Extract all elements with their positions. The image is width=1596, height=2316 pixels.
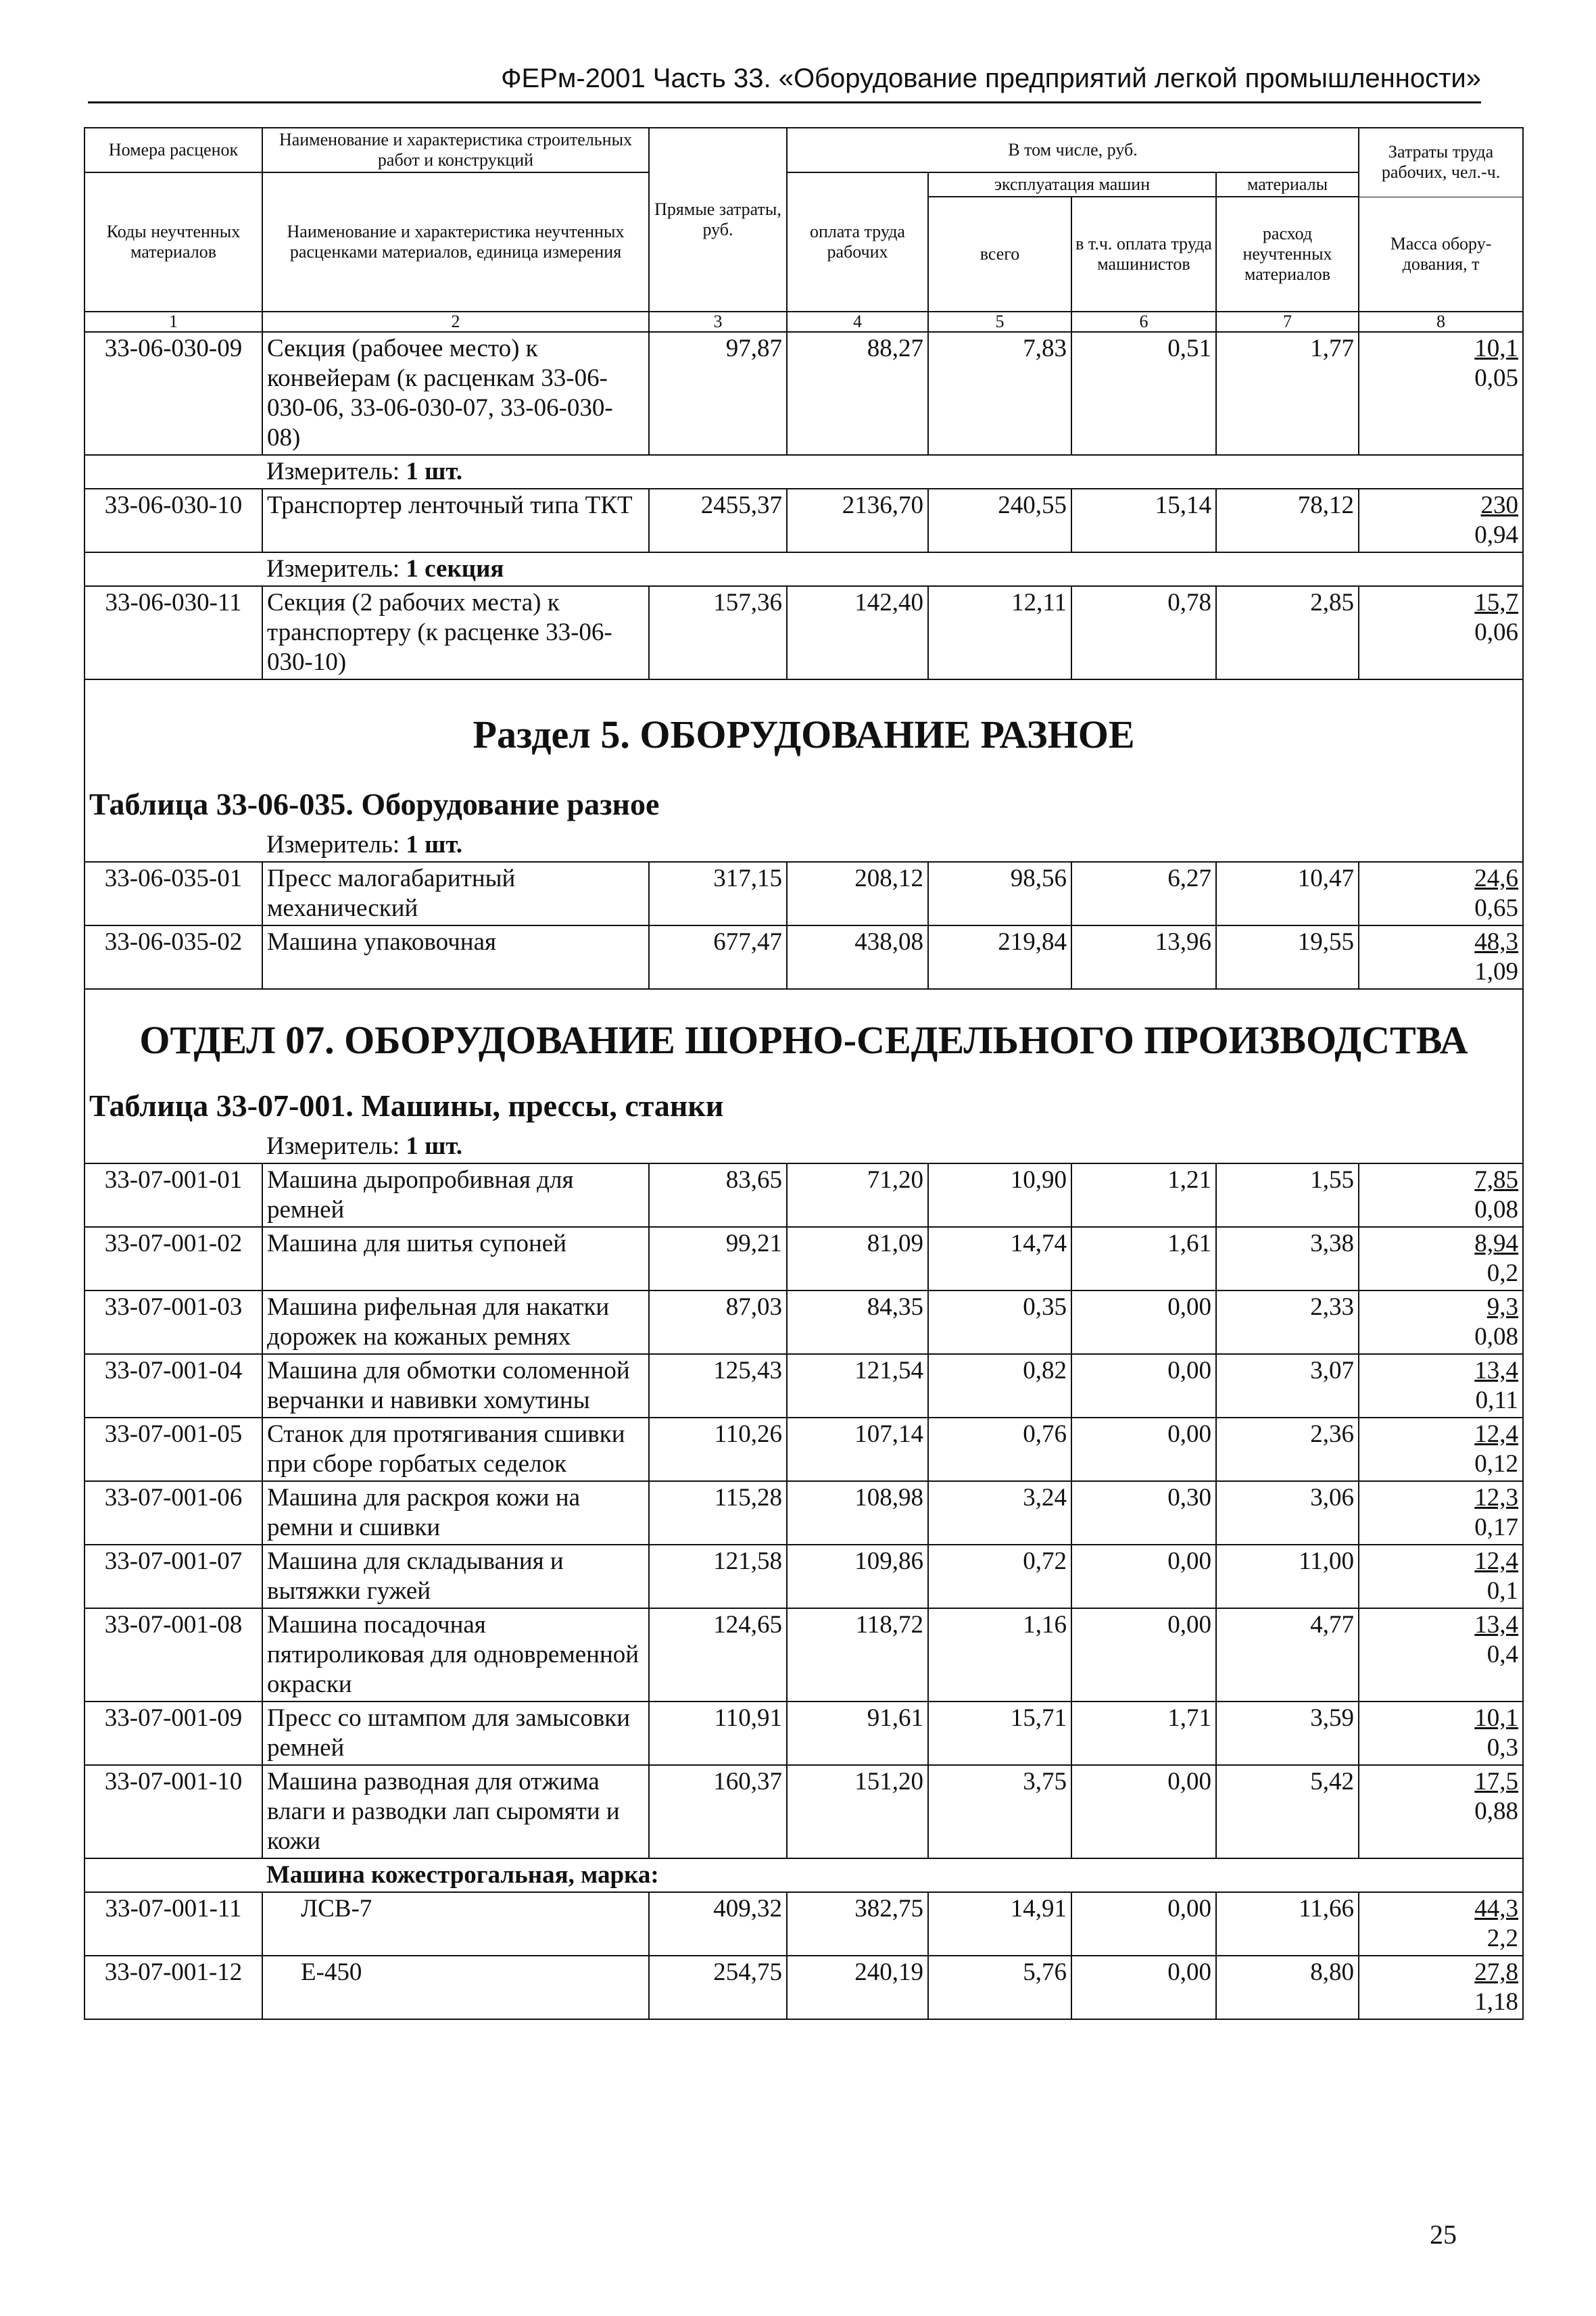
rate-code: 33-06-030-11	[84, 586, 262, 679]
labor-hours: 13,4	[1474, 1611, 1519, 1639]
section-row	[84, 679, 1523, 829]
labor-pay: 240,19	[787, 1956, 928, 2019]
col-vsego: всего	[928, 197, 1071, 312]
machinist-pay: 0,00	[1071, 1892, 1216, 1956]
work-name: Машина для шитья супоней	[262, 1227, 649, 1290]
measure-row	[84, 1130, 1523, 1163]
machinist-pay: 13,96	[1071, 925, 1216, 989]
materials-cost: 3,07	[1216, 1354, 1359, 1418]
machine-total: 0,72	[928, 1545, 1071, 1608]
equipment-mass: 0,11	[1475, 1386, 1519, 1414]
table-row	[84, 1892, 1523, 1956]
materials-cost: 5,42	[1216, 1765, 1359, 1858]
measure-label: Измеритель:	[266, 831, 406, 859]
labor-hours: 48,3	[1474, 928, 1519, 956]
measure-unit: 1 секция	[406, 555, 504, 583]
work-name: Машина для раскроя кожи на ремни и сшивки	[262, 1481, 649, 1545]
work-name: Пресс со штампом для замысовки ремней	[262, 1702, 649, 1765]
department-row	[84, 989, 1523, 1130]
col-num-5: 5	[928, 312, 1071, 332]
rate-code: 33-07-001-09	[84, 1702, 262, 1765]
col-massa: Масса обору-дования, т	[1359, 197, 1523, 312]
labor-pay: 438,08	[787, 925, 928, 989]
labor-pay: 108,98	[787, 1481, 928, 1545]
labor-hours: 13,4	[1474, 1357, 1519, 1384]
work-name: Транспортер ленточный типа ТКТ	[262, 489, 649, 552]
equipment-mass: 1,09	[1474, 958, 1519, 986]
labor-pay: 107,14	[787, 1418, 928, 1481]
rate-code: 33-07-001-11	[84, 1892, 262, 1956]
rate-code: 33-06-030-09	[84, 332, 262, 455]
materials-cost: 19,55	[1216, 925, 1359, 989]
equipment-mass: 0,4	[1486, 1641, 1519, 1668]
materials-cost: 1,77	[1216, 332, 1359, 455]
materials-cost: 8,80	[1216, 1956, 1359, 2019]
materials-cost: 3,38	[1216, 1227, 1359, 1290]
table-row	[84, 1227, 1523, 1290]
rate-code: 33-06-035-01	[84, 862, 262, 925]
labor-hours: 27,8	[1474, 1958, 1519, 1986]
direct-costs: 317,15	[649, 862, 787, 925]
labor-hours: 9,3	[1486, 1293, 1519, 1321]
col-num-6: 6	[1071, 312, 1216, 332]
machine-total: 219,84	[928, 925, 1071, 989]
work-name: Машина посадочная пятироликовая для одновременной окраски	[262, 1608, 649, 1702]
equipment-mass: 0,08	[1474, 1323, 1519, 1351]
machine-total: 14,91	[928, 1892, 1071, 1956]
col-num-1: 1	[84, 312, 262, 332]
rate-code: 33-07-001-05	[84, 1418, 262, 1481]
table-row	[84, 925, 1523, 989]
labor-and-mass	[1359, 1956, 1523, 2019]
subheading-label: Машина кожестрогальная, марка:	[266, 1861, 659, 1889]
table-title: Таблица 33-07-001. Машины, прессы, станки	[89, 1088, 724, 1123]
equipment-mass: 2,2	[1486, 1925, 1519, 1952]
machinist-pay: 0,00	[1071, 1290, 1216, 1354]
table-row	[84, 489, 1523, 552]
labor-and-mass	[1359, 862, 1523, 925]
labor-and-mass	[1359, 1481, 1523, 1545]
machinist-pay: 0,30	[1071, 1481, 1216, 1545]
machinist-pay: 0,00	[1071, 1608, 1216, 1702]
table-body	[84, 332, 1523, 2019]
col-num-7: 7	[1216, 312, 1359, 332]
materials-cost: 2,36	[1216, 1418, 1359, 1481]
labor-hours: 8,94	[1474, 1230, 1519, 1257]
col-ekspluataciya: эксплуатация машин	[928, 172, 1216, 197]
direct-costs: 157,36	[649, 586, 787, 679]
direct-costs: 254,75	[649, 1956, 787, 2019]
materials-cost: 11,66	[1216, 1892, 1359, 1956]
labor-pay: 91,61	[787, 1702, 928, 1765]
machinist-pay: 0,51	[1071, 332, 1216, 455]
measure-row	[84, 455, 1523, 489]
table-row	[84, 1418, 1523, 1481]
col-pryamye: Прямые затраты, руб.	[649, 128, 787, 312]
equipment-mass: 1,18	[1474, 1988, 1519, 2016]
direct-costs: 121,58	[649, 1545, 787, 1608]
labor-hours: 230	[1480, 491, 1519, 519]
equipment-mass: 0,05	[1474, 364, 1519, 392]
direct-costs: 124,65	[649, 1608, 787, 1702]
materials-cost: 3,59	[1216, 1702, 1359, 1765]
labor-pay: 81,09	[787, 1227, 928, 1290]
machinist-pay: 0,00	[1071, 1765, 1216, 1858]
equipment-mass: 0,2	[1486, 1259, 1519, 1287]
measure-row	[84, 552, 1523, 586]
measure-label: Измеритель:	[266, 1132, 406, 1160]
work-name: Машина дыропробивная для ремней	[262, 1163, 649, 1227]
machine-total: 7,83	[928, 332, 1071, 455]
direct-costs: 115,28	[649, 1481, 787, 1545]
direct-costs: 110,26	[649, 1418, 787, 1481]
col-kody: Коды неучтенных материалов	[84, 172, 262, 312]
machinist-pay: 0,78	[1071, 586, 1216, 679]
materials-cost: 78,12	[1216, 489, 1359, 552]
machine-total: 5,76	[928, 1956, 1071, 2019]
work-name: Станок для протягивания сшивки при сборе горбатых седелок	[262, 1418, 649, 1481]
work-name: Е-450	[262, 1956, 649, 2019]
labor-pay: 142,40	[787, 586, 928, 679]
labor-and-mass	[1359, 1418, 1523, 1481]
work-name: Пресс малогабаритный механический	[262, 862, 649, 925]
rate-code: 33-06-035-02	[84, 925, 262, 989]
materials-cost: 2,85	[1216, 586, 1359, 679]
department-title: ОТДЕЛ 07. ОБОРУДОВАНИЕ ШОРНО-СЕДЕЛЬНОГО ПРОИЗВОДСТВА	[139, 1018, 1468, 1062]
direct-costs: 160,37	[649, 1765, 787, 1858]
machinist-pay: 0,00	[1071, 1545, 1216, 1608]
equipment-mass: 0,3	[1486, 1734, 1519, 1762]
labor-hours: 17,5	[1474, 1768, 1519, 1795]
rate-code: 33-06-030-10	[84, 489, 262, 552]
direct-costs: 99,21	[649, 1227, 787, 1290]
machinist-pay: 15,14	[1071, 489, 1216, 552]
equipment-mass: 0,06	[1474, 619, 1519, 646]
labor-and-mass	[1359, 332, 1523, 455]
work-name: Машина для обмотки соломенной верчанки и навивки хомутины	[262, 1354, 649, 1418]
direct-costs: 125,43	[649, 1354, 787, 1418]
measure-label: Измеритель:	[266, 555, 406, 583]
machinist-pay: 0,00	[1071, 1354, 1216, 1418]
rate-code: 33-07-001-04	[84, 1354, 262, 1418]
materials-cost: 11,00	[1216, 1545, 1359, 1608]
machine-total: 14,74	[928, 1227, 1071, 1290]
rate-code: 33-07-001-08	[84, 1608, 262, 1702]
col-rashod: расход неучтенных материалов	[1216, 197, 1359, 312]
table-row	[84, 1354, 1523, 1418]
machine-total: 3,75	[928, 1765, 1071, 1858]
work-name: Машина разводная для отжима влаги и разводки лап сыромяти и кожи	[262, 1765, 649, 1858]
materials-cost: 1,55	[1216, 1163, 1359, 1227]
col-num-3: 3	[649, 312, 787, 332]
machinist-pay: 0,00	[1071, 1956, 1216, 2019]
col-zatraty: Затраты труда рабочих, чел.-ч.	[1359, 128, 1523, 197]
table-row	[84, 1702, 1523, 1765]
col-num-4: 4	[787, 312, 928, 332]
machinist-pay: 6,27	[1071, 862, 1216, 925]
labor-and-mass	[1359, 1765, 1523, 1858]
machine-total: 240,55	[928, 489, 1071, 552]
labor-hours: 10,1	[1474, 335, 1519, 362]
labor-and-mass	[1359, 489, 1523, 552]
col-naimenovanie-bottom: Наименование и характеристика неучтенных расценками материалов, единица измерения	[262, 172, 649, 312]
col-vtch: в т.ч. оплата труда машинистов	[1071, 197, 1216, 312]
machinist-pay: 1,21	[1071, 1163, 1216, 1227]
labor-pay: 118,72	[787, 1608, 928, 1702]
col-oplata: оплата труда рабочих	[787, 172, 928, 312]
table-row	[84, 1163, 1523, 1227]
table-title: Таблица 33-06-035. Оборудование разное	[89, 787, 660, 821]
machine-total: 12,11	[928, 586, 1071, 679]
rate-code: 33-07-001-06	[84, 1481, 262, 1545]
rate-code: 33-07-001-12	[84, 1956, 262, 2019]
machine-total: 3,24	[928, 1481, 1071, 1545]
materials-cost: 2,33	[1216, 1290, 1359, 1354]
labor-pay: 151,20	[787, 1765, 928, 1858]
direct-costs: 87,03	[649, 1290, 787, 1354]
materials-cost: 4,77	[1216, 1608, 1359, 1702]
labor-pay: 109,86	[787, 1545, 928, 1608]
page-number: 25	[1430, 2219, 1457, 2250]
machinist-pay: 1,71	[1071, 1702, 1216, 1765]
subheading-row	[84, 1858, 1523, 1892]
labor-hours: 12,4	[1474, 1420, 1519, 1448]
rate-code: 33-07-001-03	[84, 1290, 262, 1354]
labor-hours: 24,6	[1474, 865, 1519, 892]
labor-pay: 84,35	[787, 1290, 928, 1354]
table-row	[84, 1290, 1523, 1354]
equipment-mass: 0,12	[1474, 1450, 1519, 1478]
col-v-tom-chisle: В том числе, руб.	[787, 128, 1359, 172]
materials-cost: 10,47	[1216, 862, 1359, 925]
labor-and-mass	[1359, 1608, 1523, 1702]
direct-costs: 409,32	[649, 1892, 787, 1956]
machine-total: 0,76	[928, 1418, 1071, 1481]
col-naimenovanie-top: Наименование и характеристика строительных работ и конструкций	[262, 128, 649, 172]
direct-costs: 83,65	[649, 1163, 787, 1227]
equipment-mass: 0,88	[1474, 1798, 1519, 1825]
col-materialy: материалы	[1216, 172, 1359, 197]
labor-hours: 7,85	[1474, 1166, 1519, 1194]
machine-total: 1,16	[928, 1608, 1071, 1702]
labor-hours: 15,7	[1474, 589, 1519, 617]
machine-total: 15,71	[928, 1702, 1071, 1765]
labor-pay: 208,12	[787, 862, 928, 925]
labor-and-mass	[1359, 586, 1523, 679]
equipment-mass: 0,65	[1474, 894, 1519, 922]
labor-and-mass	[1359, 925, 1523, 989]
labor-pay: 382,75	[787, 1892, 928, 1956]
table-row	[84, 1481, 1523, 1545]
labor-and-mass	[1359, 1892, 1523, 1956]
section-title: Раздел 5. ОБОРУДОВАНИЕ РАЗНОЕ	[473, 713, 1135, 756]
table-header	[84, 128, 1523, 332]
running-header: ФЕРм-2001 Часть 33. «Оборудование предприятий легкой промышленности»	[88, 59, 1481, 103]
rate-code: 33-07-001-02	[84, 1227, 262, 1290]
work-name: Машина упаковочная	[262, 925, 649, 989]
equipment-mass: 0,1	[1486, 1577, 1519, 1605]
machinist-pay: 0,00	[1071, 1418, 1216, 1481]
labor-pay: 71,20	[787, 1163, 928, 1227]
labor-and-mass	[1359, 1163, 1523, 1227]
labor-pay: 2136,70	[787, 489, 928, 552]
direct-costs: 97,87	[649, 332, 787, 455]
rates-table	[84, 127, 1524, 2020]
machine-total: 98,56	[928, 862, 1071, 925]
table-row	[84, 332, 1523, 455]
equipment-mass: 0,94	[1474, 521, 1519, 549]
equipment-mass: 0,17	[1474, 1514, 1519, 1541]
measure-row	[84, 829, 1523, 862]
work-name: Секция (рабочее место) к конвейерам (к расценкам 33-06-030-06, 33-06-030-07, 33-06-030-08)	[262, 332, 649, 455]
machine-total: 0,82	[928, 1354, 1071, 1418]
labor-and-mass	[1359, 1545, 1523, 1608]
machine-total: 0,35	[928, 1290, 1071, 1354]
work-name: Секция (2 рабочих места) к транспортеру (к расценке 33-06-030-10)	[262, 586, 649, 679]
rate-code: 33-07-001-01	[84, 1163, 262, 1227]
labor-and-mass	[1359, 1354, 1523, 1418]
labor-and-mass	[1359, 1227, 1523, 1290]
work-name: Машина для складывания и вытяжки гужей	[262, 1545, 649, 1608]
machine-total: 10,90	[928, 1163, 1071, 1227]
table-row	[84, 1956, 1523, 2019]
table-row	[84, 1608, 1523, 1702]
table-row	[84, 862, 1523, 925]
work-name: Машина рифельная для накатки дорожек на кожаных ремнях	[262, 1290, 649, 1354]
direct-costs: 110,91	[649, 1702, 787, 1765]
machinist-pay: 1,61	[1071, 1227, 1216, 1290]
materials-cost: 3,06	[1216, 1481, 1359, 1545]
table-row	[84, 1545, 1523, 1608]
col-num-2: 2	[262, 312, 649, 332]
labor-hours: 10,1	[1474, 1704, 1519, 1732]
measure-unit: 1 шт.	[406, 458, 463, 485]
labor-hours: 12,3	[1474, 1484, 1519, 1512]
labor-pay: 88,27	[787, 332, 928, 455]
labor-pay: 121,54	[787, 1354, 928, 1418]
equipment-mass: 0,08	[1474, 1196, 1519, 1224]
labor-and-mass	[1359, 1290, 1523, 1354]
measure-unit: 1 шт.	[406, 1132, 463, 1160]
direct-costs: 2455,37	[649, 489, 787, 552]
rate-code: 33-07-001-07	[84, 1545, 262, 1608]
col-num-8: 8	[1359, 312, 1523, 332]
labor-and-mass	[1359, 1702, 1523, 1765]
labor-hours: 12,4	[1474, 1547, 1519, 1575]
work-name: ЛСВ-7	[262, 1892, 649, 1956]
labor-hours: 44,3	[1474, 1895, 1519, 1923]
table-row	[84, 1765, 1523, 1858]
col-nomer-rascenok: Номера расценок	[84, 128, 262, 172]
direct-costs: 677,47	[649, 925, 787, 989]
measure-label: Измеритель:	[266, 458, 406, 485]
measure-unit: 1 шт.	[406, 831, 463, 859]
rate-code: 33-07-001-10	[84, 1765, 262, 1858]
table-row	[84, 586, 1523, 679]
